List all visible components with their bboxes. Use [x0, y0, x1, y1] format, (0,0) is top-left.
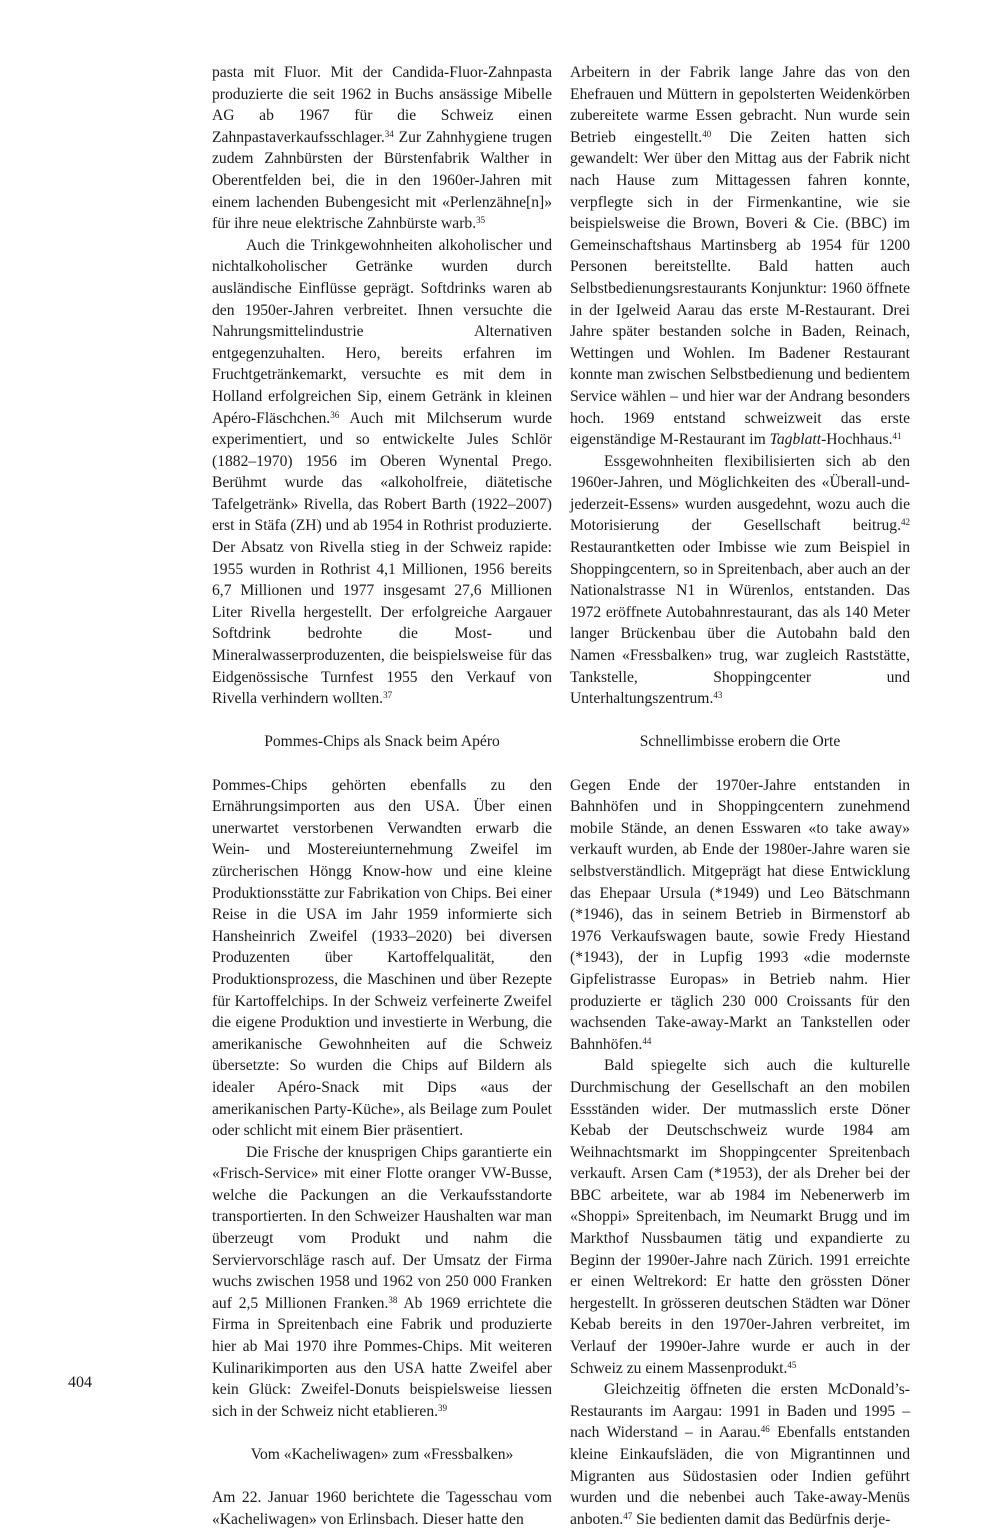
- paragraph: Essgewohnheiten flexibilisierten sich ab den 1960er-Jahren, und Möglichkeiten des «Überall-und-jederzeit-Essens» wurden ausgedehnt, wozu auch die Motorisierung der Gesellschaft beitrug.$^{42}$ Restaurantketten oder Imbisse wie zum Beispiel in Shoppingcentern, so in Spreitenbach, aber auch an der Nationalstrasse N1 in Würenlos, entstanden. Das 1972 eröffnete Autobahnrestaurant, das als 140 Meter langer Brückenbau über die Autobahn bald den Namen «Fressbalken» trug, war zugleich Raststätte, Tankstelle, Shoppingcenter und Unterhaltungszentrum.$^{43}$: [570, 452, 910, 708]
- footnote-ref: 46: [760, 1424, 770, 1435]
- italic-title: Tagblatt: [769, 431, 822, 449]
- footnote-ref: 47: [623, 1510, 633, 1521]
- paragraph: pasta mit Fluor. Mit der Candida-Fluor-Zahnpasta produzierte die seit 1962 in Buchs ansässige Mibelle AG ab 1967 für die Schweiz einen Zahnpastaverkaufsschlager.$^{34}$ Zur Zahnhygiene trugen zudem Zahnbürsten der Bürstenfabrik Walther in Oberentfelden bei, die in den 1960er-Jahren mit einem lachenden Bubengesicht mit «Perlenzähne[n]» für ihre neue elektrische Zahnbürste warb.$^{35}$: [212, 64, 552, 233]
- section-heading: Vom «Kacheliwagen» zum «Fressbalken»: [250, 1446, 514, 1463]
- footnote-ref: 36: [330, 409, 340, 420]
- footnote-ref: 38: [388, 1294, 398, 1305]
- footnote-ref: 35: [476, 215, 486, 226]
- footnote-ref: 45: [787, 1359, 797, 1370]
- paragraph: Gleichzeitig öffneten die ersten McDonald’s-Restaurants im Aargau: 1991 in Baden und 1995 – nach Widerstand – in Aarau.$^{46}$ Ebenfalls entstanden kleine Einkaufsläden, die von Migrantinnen und Migranten aus Südostasien oder Indien geführt wurden und die nebenbei auch Take-away-Menüs anboten.$^{47}$ Sie bedienten damit das Bedürfnis derje-: [570, 1381, 911, 1528]
- paragraph: Auch die Trinkgewohnheiten alkoholischer und nichtalkoholischer Getränke wurden durch ausländische Einflüsse geprägt. Softdrinks waren ab den 1950er-Jahren verbreitet. Ihnen versuchte die Nahrungsmittelindustrie Alternativen entgegenzuhalten. Hero, bereits erfahren im Fruchtgetränkemarkt, versuchte es mit dem in Holland erfolgreichen Sip, einem Getränk in kleinen Apéro-Fläschchen.$^{36}$ Auch mit Milchserum wurde experimentiert, und so entwickelte Jules Schlör (1882–1970) 1956 im Oberen Wynental Prego. Berühmt wurde das «alkoholfreie, diätetische Tafelgetränk» Rivella, das Robert Barth (1922–2007) erst in Stäfa (ZH) und ab 1954 in Rothrist produzierte. Der Absatz von Rivella stieg in der Schweiz rapide: 1955 wurden in Rothrist 4,1 Millionen, 1956 bereits 6,7 Millionen und 1977 insgesamt 27,6 Millionen Liter Rivella hergestellt. Der erfolgreiche Aargauer Softdrink bedrohte die Most- und Mineralwasserproduzenten, die beispielsweise für das Eidgenössische Turnfest 1955 den Verkauf von Rivella verhindern wollten.$^{37}$: [212, 236, 552, 708]
- section-heading: Pommes-Chips als Snack beim Apéro: [264, 733, 500, 751]
- footnote-ref: 37: [383, 690, 393, 701]
- footnote-ref: 41: [892, 431, 902, 442]
- paragraph: Am 22. Januar 1960 berichtete die Tagesschau vom «Kacheliwagen» von Erlinsbach. Dieser hatte den: [212, 1489, 552, 1528]
- footnote-ref: 40: [702, 128, 712, 139]
- footnote-ref: 42: [901, 517, 910, 528]
- footnote-ref: 43: [713, 690, 723, 701]
- paragraph: Arbeitern in der Fabrik lange Jahre das von den Ehefrauen und Müttern in gepolsterten Weidenkörben zubereitete warme Essen gebracht. Nun wurde sein Betrieb eingestellt.$^{40}$ Die Zeiten hatten sich gewandelt: Wer über den Mittag aus der Fabrik nicht nach Hause zum Mittagessen fahren konnte, verpflegte sich in der Firmenkantine, wie sie beispielsweise die Brown, Boveri & Cie. (BBC) im Gemeinschaftshaus Martinsberg ab 1954 für 1200 Personen bereitstellte. Bald hatten auch Selbstbedienungsrestaurants Konjunktur: 1960 öffnete in der Igelweid Aarau das erste M-Restaurant. Drei Jahre später bestanden solche in Baden, Reinach, Wettingen und Wohlen. Im Badener Restaurant konnte man zwischen Selbstbedienung und bedientem Service wählen – und hier war der Andrang besonders hoch. 1969 entstand schweizweit das erste eigenständige M-Restaurant im Tagblatt-Hochhaus.$^{41}$: [570, 64, 910, 449]
- page-number: 404: [68, 1374, 92, 1391]
- paragraph: Bald spiegelte sich auch die kulturelle Durchmischung der Gesellschaft an den mobilen Essständen wider. Der mutmasslich erste Döner Kebab der Deutschschweiz wurde 1984 am Weihnachtsmarkt im Shoppingcenter Spreitenbach verkauft. Arsen Cam (*1953), der als Dreher bei der BBC arbeitete, war ab 1984 im Nebenerwerb im «Shoppi» Spreitenbach, im Neumarkt Brugg und im Markthof Nussbaumen tätig und expandierte zu Beginn der 1990er-Jahre nach Zürich. 1991 erreichte er einen Weltrekord: Er hatte den grössten Döner hergestellt. In grösseren deutschen Städten war Döner Kebab bereits in den 1970er-Jahren verbreitet, im Verlauf der 1990er-Jahre wurde er auch in der Schweiz zu einem Massenprodukt.$^{45}$: [570, 1057, 910, 1377]
- footnote-ref: 39: [438, 1402, 448, 1413]
- footnote-ref: 44: [642, 1035, 652, 1046]
- paragraph: Die Frische der knusprigen Chips garantierte ein «Frisch-Service» mit einer Flotte oranger VW-Busse, welche die Packungen an die Verkaufsstandorte transportierten. In den Schweizer Haushalten war man überzeugt vom Produkt und nahm die Serviervorschläge rasch auf. Der Umsatz der Firma wuchs zwischen 1958 und 1962 von 250 000 Franken auf 2,5 Millionen Franken.$^{38}$ Ab 1969 errichtete die Firma in Spreitenbach eine Fabrik und produzierte hier ab Mai 1970 ihre Pommes-Chips. Mit weiteren Kulinarikimporten aus den USA hatte Zweifel aber kein Glück: Zweifel-Donuts beispielsweise liessen sich in der Schweiz nicht etablieren.$^{39}$: [212, 1143, 552, 1420]
- section-heading: Schnellimbisse erobern die Orte: [639, 733, 841, 751]
- paragraph: Gegen Ende der 1970er-Jahre entstanden in Bahnhöfen und in Shoppingcentern zunehmend mobile Stände, an denen Esswaren «to take away» verkauft wurden, ab Ende der 1980er-Jahre waren sie selbstverständlich. Mitgeprägt hat diese Entwicklung das Ehepaar Ursula (*1949) und Leo Bätschmann (*1946), das in seinem Betrieb in Birmenstorf ab 1976 Verkaufswagen baute, sowie Fredy Hiestand (*1943), der in Lupfig 1993 «die modernste Gipfelistrasse Europas» in Betrieb nahm. Hier produzierte er täglich 230 000 Croissants für den wachsenden Take-away-Markt an Tankstellen oder Bahnhöfen.$^{44}$: [570, 776, 910, 1053]
- left-column: [212, 62, 552, 1530]
- footnote-ref: 34: [384, 128, 394, 139]
- right-column: [570, 62, 910, 1530]
- paragraph: Pommes-Chips gehörten ebenfalls zu den Ernährungsimporten aus den USA. Über einen unerwartet verstorbenen Verwandten erwarb die Wein- und Mostereiunternehmung Zweifel im zürcherischen Höngg Know-how und eine kleine Produktionsstätte zur Fabrikation von Chips. Bei einer Reise in die USA im Jahr 1959 informierte sich Hansheinrich Zweifel (1933–2020) bei diversen Produzenten über Kartoffelqualität, den Produktionsprozess, die Maschinen und über Rezepte für Kartoffelchips. In der Schweiz verfeinerte Zweifel die eigene Produktion und investierte in Werbung, die amerikanische Gewohnheiten auf die Schweiz übersetzte: So wurden die Chips auf Bildern als idealer Apéro-Snack mit Dips «aus der amerikanischen Party-Küche», als Beilage zum Poulet oder schlicht mit einem Bier präsentiert.: [212, 776, 552, 1140]
